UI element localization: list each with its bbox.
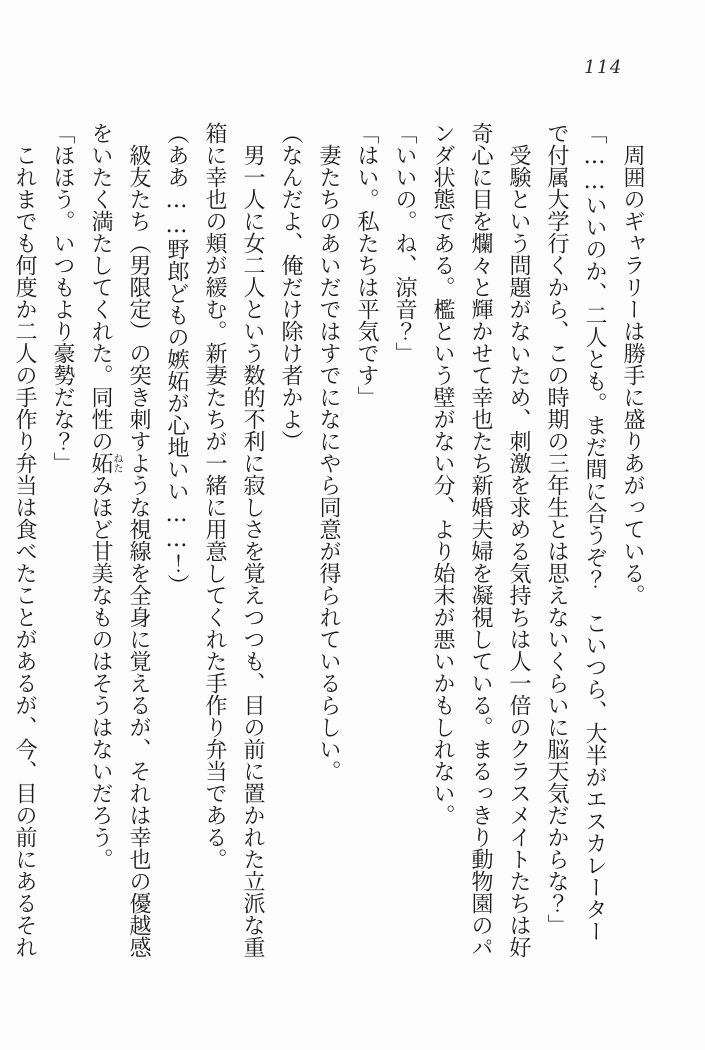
ruby-base: 妬 <box>88 452 113 474</box>
paragraph-3: 受験という問題がないため、刺激を求める気持ちは人一倍のクラスメイトたちは好奇心に目を爛々と輝かせて幸也たち新婚夫婦を凝視している。まるっきり動物園のパンダ状態である。檻という壁がない分、より始末が悪いかもしれない。 <box>430 122 531 958</box>
ruby-furigana: ねた <box>111 452 122 474</box>
paragraph-1: 周囲のギャラリーは勝手に盛りあがっている。 <box>620 144 645 606</box>
ruby-annotation <box>88 452 122 474</box>
paragraph-2-dialogue: 「……いいのか、二人とも。まだ間に合うぞ？ こいつら、大半がエスカレーターで付属大学行くから、この時期の三年生とは思えないくらいに脳天気だからな？」 <box>544 122 607 942</box>
paragraph-6: 妻たちのあいだではすでになにやら同意が得られているらしい。 <box>316 144 341 782</box>
paragraph-8: 男一人に女二人という数的不利に寂しさを覚えつつも、目の前に置かれた立派な重箱に幸也の頬が緩む。新妻たちが一緒に用意してくれた手作り弁当である。 <box>202 122 265 958</box>
page-number: 114 <box>584 57 623 78</box>
paragraph-12: これまでも何度か二人の手作り弁当は食べたことがあるが、今、目の前にあるそれ <box>12 144 37 958</box>
paragraph-10-with-ruby <box>81 122 157 960</box>
body-text <box>5 122 651 960</box>
paragraph-11-dialogue: 「ほほう。いつもより豪勢だな？」 <box>50 122 75 474</box>
paragraph-9-thought: （ああ……野郎どもの嫉妬が心地いい……！） <box>164 122 189 596</box>
paragraph-5-dialogue: 「はい。私たちは平気です」 <box>354 122 379 408</box>
paragraph-10-text-after: みほど甘美なものはそうはないだろう。 <box>88 474 113 870</box>
paragraph-4-dialogue: 「いいの。ね、涼音？」 <box>392 122 417 364</box>
paragraph-7-thought: （なんだよ、俺だけ除け者かよ） <box>278 122 303 452</box>
paragraph-10-text-before: 級友たち（男限定）の突き刺すような視線を全身に覚えるが、それは幸也の優越感をいたく満たしてくれた。同性の <box>88 122 151 958</box>
